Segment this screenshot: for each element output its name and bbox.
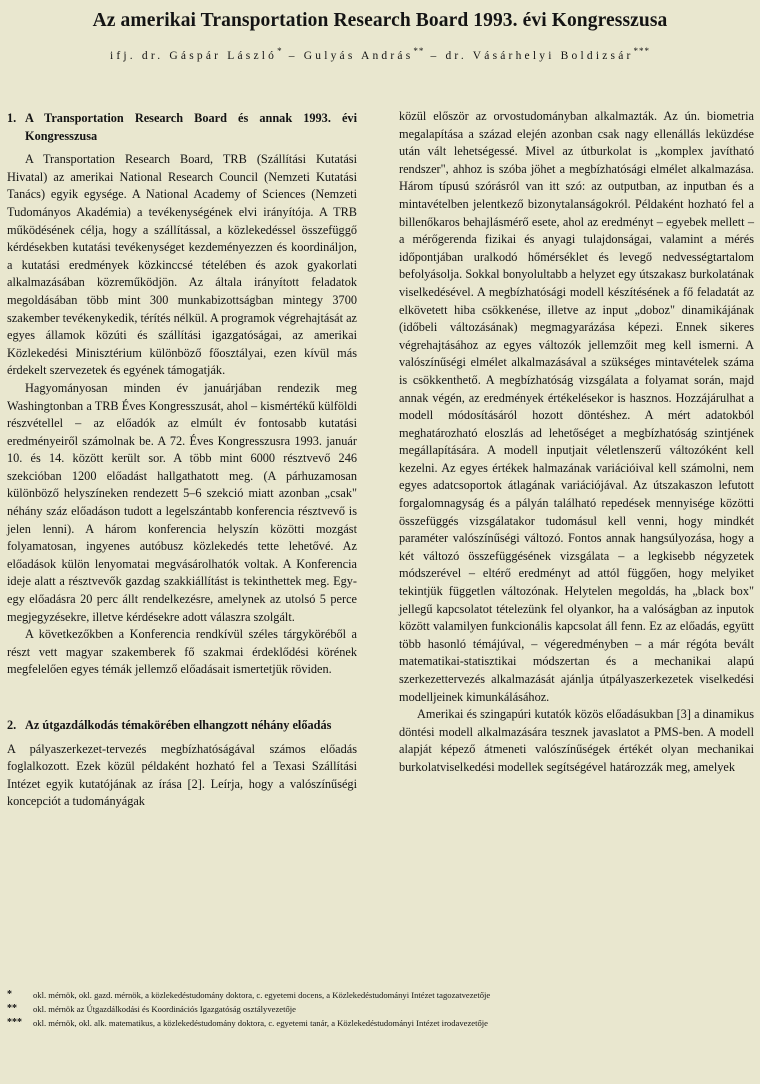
section-2-heading bbox=[7, 717, 357, 735]
footnote bbox=[7, 1016, 755, 1030]
paragraph: A következőkben a Konferencia rendkívül széles tárgyköréből a részt vett magyar szakemberek fő szakmai érdeklődési körének megfelelően egyes témák jellemző előadásait ismertetjük röviden. bbox=[7, 627, 357, 677]
author-1-mark: * bbox=[277, 46, 283, 56]
footnote bbox=[7, 988, 755, 1002]
section-1-number: 1. bbox=[7, 111, 17, 125]
section-2-title: Az útgazdálkodás témakörében elhangzott néhány előadás bbox=[25, 718, 332, 732]
section-1-heading bbox=[7, 110, 357, 145]
footnote-mark: * bbox=[7, 989, 12, 1000]
section-2-number: 2. bbox=[7, 718, 17, 732]
author-3: dr. Vásárhelyi Boldizsár bbox=[445, 49, 634, 62]
paragraph: Amerikai és szingapúri kutatók közös előadásukban [3] a dinamikus döntési modell alkalmazására tesznek javaslatot a PMS-ben. A modell alapját képező átmeneti valószínűségek értékét olyan mechanikai burkolatviselkedési modellek segítségével határozzák meg, amelyek bbox=[399, 707, 754, 774]
author-line bbox=[0, 46, 760, 62]
section-1-title: A Transportation Research Board és annak 1993. évi Kongresszusa bbox=[25, 111, 357, 143]
right-column bbox=[399, 108, 754, 777]
paragraph: A pályaszerkezet-tervezés megbízhatóságával számos előadás foglalkozott. Ezek közül példaként hozható fel a Texasi Szállítási Intézet egyik kutatójának az írása [2]. Leírja, hogy a valószínűségi koncepciót a tudományágak bbox=[7, 741, 357, 809]
footnote-mark: ** bbox=[7, 1003, 17, 1014]
footnote-mark: *** bbox=[7, 1017, 22, 1028]
author-separator: – bbox=[424, 49, 446, 62]
paragraph: Hagyományosan minden év januárjában rendezik meg Washingtonban a TRB Éves Kongresszusát, ahol – kismértékű külföldi részvétellel – az előadók az elmúlt év fontosabb kutatási eredményeiről számolnak be. A 72. Éves Kongresszusra 1993. január 10. és 14. között került sor. A több mint 6000 résztvevő 246 szekcióban 1200 előadást hallgathatott meg. (A párhuzamosan különböző helyszíneken rendezett 5–6 szekció miatt azonban „csak" néhány száz előadáson tudott a legelszántabb konferencia résztvevő is jelen lenni). A három konferencia helyszín közötti mozgást folyamatosan, ingyenes autóbusz közlekedés tette lehetővé. Az előadások külön lenyomatai megvásárolhatók voltak. A Konferencia ideje alatt a résztvevők gazdag szakkiállítást is tekinthettek meg. Egy-egy előadásra 20 perc állt rendelkezésre, amelynek az utolsó 5 perce megjegyzésekre, illetve kérdésekre adott válaszra szolgált. bbox=[7, 380, 357, 624]
footnote-text: okl. mérnök, okl. gazd. mérnök, a közlekedéstudomány doktora, c. egyetemi docens, a Közlekedéstudományi Intézet tagozatvezetője bbox=[33, 990, 491, 1000]
author-3-mark: *** bbox=[633, 46, 651, 56]
footnote-text: okl. mérnök az Útgazdálkodási és Koordinációs Igazgatóság osztályvezetője bbox=[33, 1004, 296, 1014]
footnote bbox=[7, 1002, 755, 1016]
paragraph: közül először az orvostudományban alkalmazták. Az ún. biometria megalapítása a század elején azonban csak nagy ellenállás leküzdése után vált lehetségessé. Mivel az útburkolat is „komplex javítható rendszer", ahhoz is szóba jöhet a megbízhatósági elmélet alkalmazása. Három típusú szórásról van itt szó: az outputban, az inputban és a mintavételben jelentkező bizonytalanságokról. Példaként hozható fel a billenőkaros behajlásmérő esete, ahol az eredményt – egyebek mellett – a mérőgerenda fizikai és anyagi tulajdonságai, valamint a mérés időpontjában uralkodó hőmérséklet és levegő nedvességtartalom befolyásolja. Sokkal bonyolultabb a helyzet egy útszakasz burkolatának viselkedésével. A megbízhatósági modell készítésének a fő feladatát az elkövetett hiba csökkenése, illetve az input „doboz" dinamikájának (időbeli változásának) megmagyarázása képezi. Ennek sikeres végrehajtásához az egyes változók jellemzőit meg kell ismerni. A valószínűségi elmélet alkalmazásával a szükséges mintavételek száma is csökkenthető. A megbízhatóság vizsgálata a folyamat során, majd annak végén, az eredmények értékelésekor is hasznos. Hozzájárulhat a modell módosításáról hozott döntéshez. A mért adatokból meghatározható eloszlás ad lehetőséget a megbízhatóság szintjének megállapítására. A modell inputjait véletlenszerű változóként kell kezelni. Az egyes értékek halmazának variációival kell számolni, nem egyes adatcsoportok átlagának variációjával. Az útszakaszon lefutott forgalomnagyság és a pályán található repedések mennyisége közötti összefüggés vizsgálatakor tudomásul kell venni, hogy mindkét paraméter valószínűségi változó. Fontos annak hangsúlyozása, hogy a két változó összefüggésének vizsgálata – a legkisebb négyzetek módszerével – eltérő eredményt ad attól függően, hogy melyiket tekintjük független változónak. Helytelen megoldás, ha „black box" jellegű kapcsolatot tételezünk fel olyankor, ha a valóságban az inputok között valamilyen funkcionális kapcsolat áll fenn. Ez az előadás, együtt több hasonló témájúval, – végeredményben – a már régóta bevált matematikai-statisztikai módszertan és a mechanikai alapú szerkezettervezés alkalmazását ajánlja útpályaszerkezetek viselkedési modelljeinek kimunkálásához. bbox=[399, 109, 754, 704]
author-separator: – bbox=[282, 49, 304, 62]
author-2-mark: ** bbox=[413, 46, 425, 56]
footnote-text: okl. mérnök, okl. alk. matematikus, a közlekedéstudomány doktora, c. egyetemi tanár, a Közlekedéstudományi Intézet irodavezetője bbox=[33, 1018, 488, 1028]
paragraph: A Transportation Research Board, TRB (Szállítási Kutatási Hivatal) az amerikai National Research Council (Nemzeti Kutatási Tanács) egyik egysége. A National Academy of Sciences (Nemzeti Tudományos Akadémia) a tevékenységének elvi irányítója. A TRB működésének célja, hogy a szállítással, a közlekedéssel összefüggő kérdésekben kutatási tevékenységet kezdeményezzen és koordináljon, a kutatási eredmények közkinccsé tételében és azok gyakorlati alkalmazásában közreműködjön. Az általa irányított feladatok megoldásában több mint 300 munkabizottságban mintegy 3700 szakember tevékenykedik, térítés nélkül. A programok végrehajtását az egyes államok közúti és szállítási igazgatóságai, az amerikai Közlekedési Minisztérium különböző főosztályai, ezen kívül más érdekelt szervezetek és egyének támogatják. bbox=[7, 152, 357, 378]
left-column bbox=[7, 110, 357, 811]
author-1: ifj. dr. Gáspár László bbox=[109, 49, 278, 62]
article-title: Az amerikai Transportation Research Board 1993. évi Kongresszusa bbox=[92, 10, 668, 31]
footnotes bbox=[7, 988, 755, 1030]
author-2: Gulyás András bbox=[303, 49, 414, 62]
